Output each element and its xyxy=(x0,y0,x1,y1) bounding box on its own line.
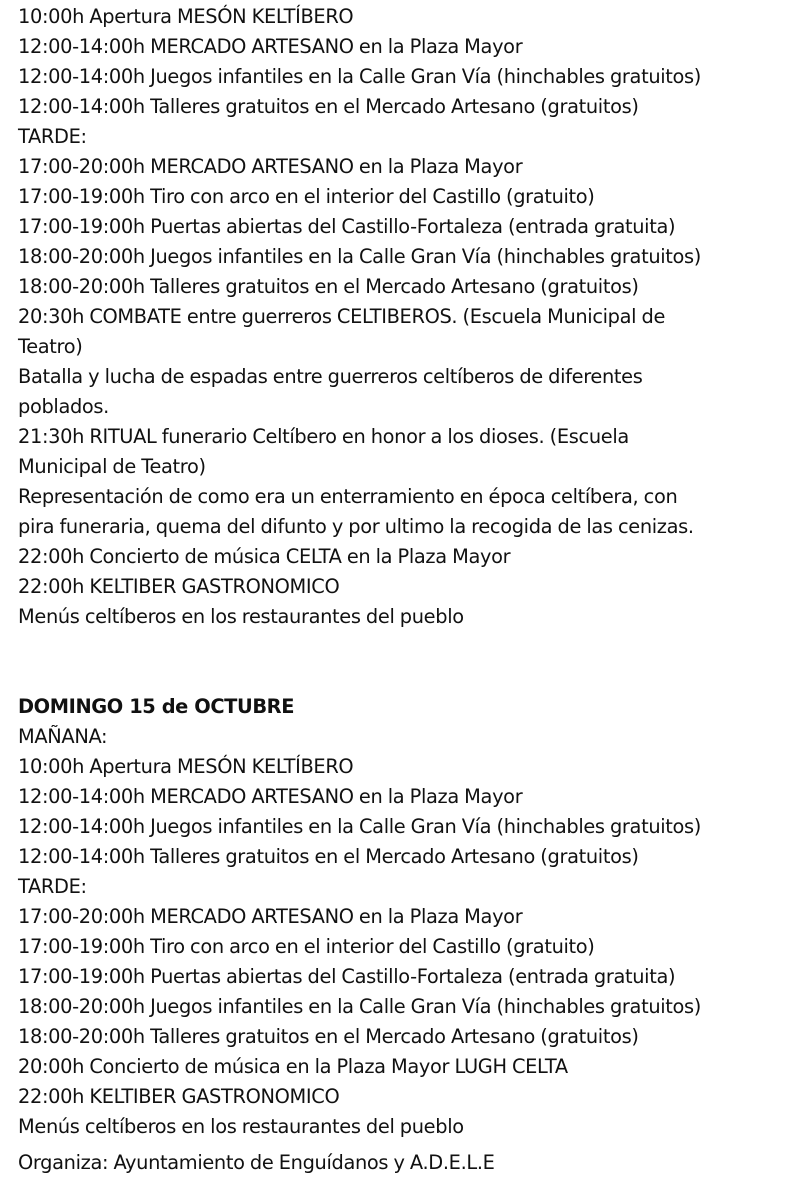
saturday-afternoon-section xyxy=(18,122,793,632)
event-line: 20:00h Concierto de música en la Plaza Mayor LUGH CELTA xyxy=(18,1055,568,1078)
event-description: Menús celtíberos en los restaurantes del pueblo xyxy=(18,605,464,628)
event-line: 17:00-19:00h Tiro con arco en el interior del Castillo (gratuito) xyxy=(18,185,595,208)
event-line: 17:00-20:00h MERCADO ARTESANO en la Plaza Mayor xyxy=(18,905,523,928)
event-line: 21:30h RITUAL funerario Celtíbero en honor a los dioses. (Escuela xyxy=(18,425,629,448)
event-line: 17:00-19:00h Puertas abiertas del Castillo-Fortaleza (entrada gratuita) xyxy=(18,965,676,988)
event-line: 22:00h KELTIBER GASTRONOMICO xyxy=(18,575,340,598)
event-line: 22:00h Concierto de música CELTA en la Plaza Mayor xyxy=(18,545,511,568)
event-line: 12:00-14:00h MERCADO ARTESANO en la Plaza Mayor xyxy=(18,35,523,58)
event-line: 12:00-14:00h Juegos infantiles en la Calle Gran Vía (hinchables gratuitos) xyxy=(18,65,702,88)
event-description-continuation: poblados. xyxy=(18,395,109,418)
day-heading: DOMINGO 15 de OCTUBRE xyxy=(18,695,295,718)
event-description-continuation: pira funeraria, quema del difunto y por ultimo la recogida de las cenizas. xyxy=(18,515,694,538)
event-line: 18:00-20:00h Juegos infantiles en la Calle Gran Vía (hinchables gratuitos) xyxy=(18,995,702,1018)
event-line: 18:00-20:00h Juegos infantiles en la Calle Gran Vía (hinchables gratuitos) xyxy=(18,245,702,268)
event-line: 17:00-19:00h Puertas abiertas del Castillo-Fortaleza (entrada gratuita) xyxy=(18,215,676,238)
organizer-credit: Organiza: Ayuntamiento de Enguídanos y A.D.E.L.E xyxy=(18,1151,495,1174)
saturday-morning-section xyxy=(18,2,793,122)
morning-label: MAÑANA: xyxy=(18,725,108,748)
event-line: 12:00-14:00h Talleres gratuitos en el Mercado Artesano (gratuitos) xyxy=(18,95,639,118)
event-line: 17:00-20:00h MERCADO ARTESANO en la Plaza Mayor xyxy=(18,155,523,178)
event-line: 18:00-20:00h Talleres gratuitos en el Mercado Artesano (gratuitos) xyxy=(18,1025,639,1048)
event-line: 10:00h Apertura MESÓN KELTÍBERO xyxy=(18,755,354,778)
event-line-continuation: Municipal de Teatro) xyxy=(18,455,206,478)
event-line: 12:00-14:00h Talleres gratuitos en el Mercado Artesano (gratuitos) xyxy=(18,845,639,868)
event-line: 22:00h KELTIBER GASTRONOMICO xyxy=(18,1085,340,1108)
sunday-section xyxy=(18,692,793,1142)
event-line: 12:00-14:00h Juegos infantiles en la Calle Gran Vía (hinchables gratuitos) xyxy=(18,815,702,838)
event-line-continuation: Teatro) xyxy=(18,335,83,358)
event-line: 10:00h Apertura MESÓN KELTÍBERO xyxy=(18,5,354,28)
event-line: 18:00-20:00h Talleres gratuitos en el Mercado Artesano (gratuitos) xyxy=(18,275,639,298)
event-line: 20:30h COMBATE entre guerreros CELTIBEROS. (Escuela Municipal de xyxy=(18,305,666,328)
program-document xyxy=(18,2,793,1178)
afternoon-label: TARDE: xyxy=(18,875,87,898)
afternoon-label: TARDE: xyxy=(18,125,87,148)
event-line: 17:00-19:00h Tiro con arco en el interior del Castillo (gratuito) xyxy=(18,935,595,958)
event-description: Batalla y lucha de espadas entre guerreros celtíberos de diferentes xyxy=(18,365,643,388)
section-spacer xyxy=(18,632,793,692)
event-line: 12:00-14:00h MERCADO ARTESANO en la Plaza Mayor xyxy=(18,785,523,808)
event-description: Representación de como era un enterramiento en época celtíbera, con xyxy=(18,485,678,508)
event-description: Menús celtíberos en los restaurantes del pueblo xyxy=(18,1115,464,1138)
